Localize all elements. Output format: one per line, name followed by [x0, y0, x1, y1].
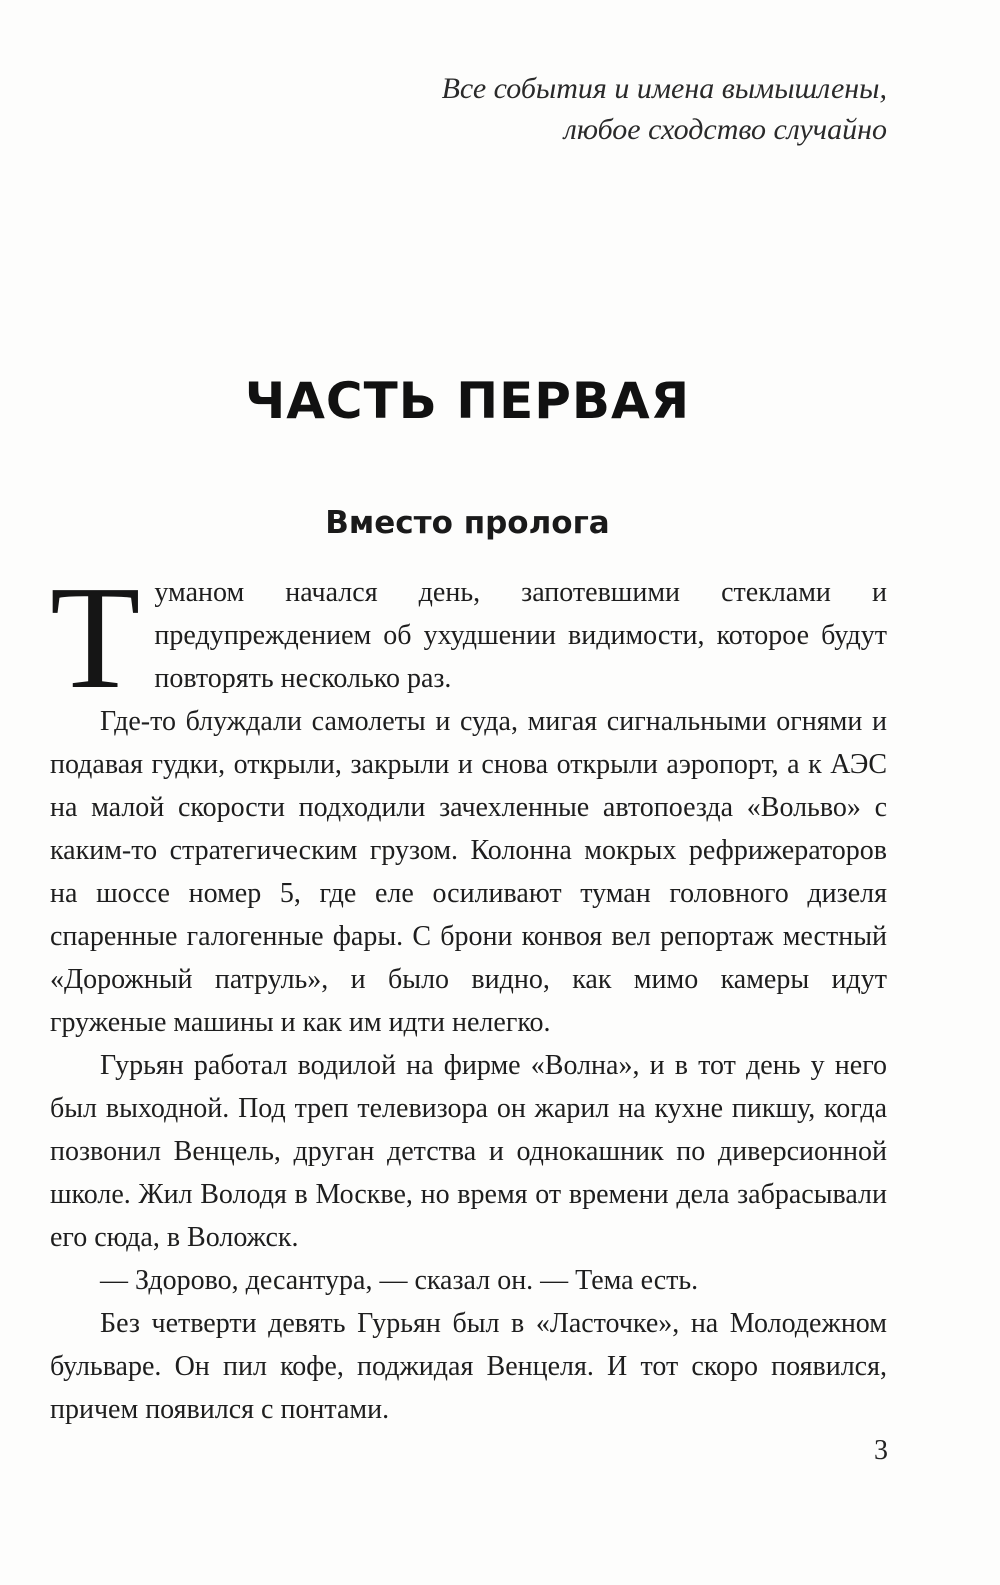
paragraph-2: Где-то блуждали самолеты и суда, мигая сигнальными огнями и подавая гудки, открыли, закрыли и снова открыли аэропорт, а к АЭС на малой скорости подходили зачехленные автопоезда «Вольво» с каким-то стратегическим грузом. Колонна мокрых рефрижераторов на шоссе номер 5, где еле осиливают туман головного дизеля спаренные галогенные фары. С брони конвоя вел репортаж местный «Дорожный патруль», и было видно, как мимо камеры идут груженые машины и как им идти нелегко.: [50, 706, 887, 1038]
body-text: [50, 556, 887, 1431]
drop-cap: Т: [50, 556, 141, 720]
paragraph-1: [50, 556, 887, 720]
epigraph-line-2: любое сходство случайно: [563, 113, 887, 146]
chapter-title: Вместо пролога: [325, 505, 610, 541]
epigraph: [367, 68, 887, 150]
paragraph-3: Гурьян работал водилой на фирме «Волна», и в тот день у него был выходной. Под треп телевизора он жарил на кухне пикшу, когда позвонил Венцель, друган детства и однокашник по диверсионной школе. Жил Володя в Москве, но время от времени дела забрасывали его сюда, в Воложск.: [50, 1050, 887, 1253]
page-number: 3: [874, 1435, 888, 1466]
part-title: ЧАСТЬ ПЕРВАЯ: [244, 372, 691, 430]
paragraph-4: — Здорово, десантура, — сказал он. — Тема есть.: [100, 1265, 699, 1296]
paragraph-5: Без четверти девять Гурьян был в «Ласточке», на Молодежном бульваре. Он пил кофе, поджидая Венцеля. И тот скоро появился, причем появился с понтами.: [50, 1308, 887, 1425]
epigraph-line-1: Все события и имена вымышлены,: [441, 72, 887, 105]
paragraph-1-text: уманом начался день, запотевшими стеклами и предупреждением об ухудшении видимости, которое будут повторять несколько раз.: [154, 577, 887, 694]
